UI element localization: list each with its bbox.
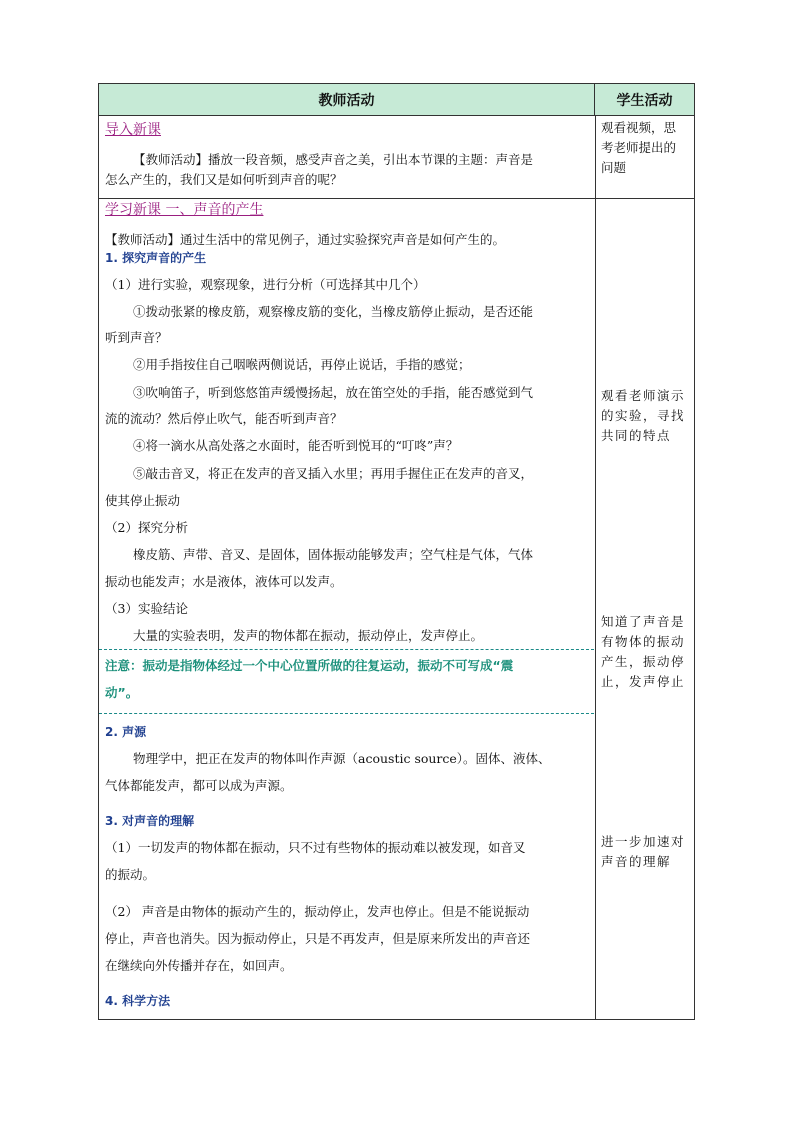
section-1-title: 1. 探究声音的产生 <box>105 251 207 265</box>
note-text: 动”。 <box>105 685 139 700</box>
understanding-text: （1）一切发声的物体都在振动，只不过有些物体的振动难以被发现，如音叉 <box>105 840 526 855</box>
student-note-demo: 观看老师演示 的实验，寻找 共同的特点 <box>601 388 686 443</box>
intro-line: 【教师活动】播放一段音频，感受声音之美，引出本节课的主题：声音是 <box>133 152 534 167</box>
experiment-4: ④将一滴水从高处落之水面时，能否听到悦耳的“叮咚”声？ <box>133 438 459 453</box>
section-4-title: 4. 科学方法 <box>105 994 171 1008</box>
note-text: 注意：振动是指物体经过一个中心位置所做的往复运动，振动不可写成“震 <box>105 658 514 673</box>
understanding-text: 的振动。 <box>105 867 156 882</box>
analysis-text: 振动也能发声；水是液体，液体可以发声。 <box>105 574 343 589</box>
source-text: 物理学中，把正在发声的物体叫作声源（acoustic source）。固体、液体、 <box>133 751 551 766</box>
conclusion-text: 大量的实验表明，发声的物体都在振动，振动停止，发声停止。 <box>133 628 484 643</box>
student-note-understanding: 进一步加速对 声音的理解 <box>601 834 686 869</box>
analysis-text: 橡皮筋、声带、音叉、是固体，固体振动能够发声；空气柱是气体，气体 <box>133 547 534 562</box>
experiment-2: ②用手指按住自己咽喉两侧说话，再停止说话，手指的感觉； <box>133 357 471 372</box>
note-divider-top <box>99 649 594 650</box>
source-text: 气体都能发声，都可以成为声源。 <box>105 778 293 793</box>
learn-heading: 学习新课 一、声音的产生 <box>105 202 264 218</box>
experiment-3: 流的流动？然后停止吹气，能否听到声音？ <box>105 411 343 426</box>
intro-heading: 导入新课 <box>105 122 161 138</box>
student-activity-header: 学生活动 <box>595 84 694 116</box>
experiment-1: 听到声音？ <box>105 330 168 345</box>
teacher-activity-text: 【教师活动】通过生活中的常见例子，通过实验探究声音是如何产生的。 <box>105 232 506 247</box>
student-note-intro: 观看视频，思 考老师提出的 问题 <box>601 120 677 175</box>
experiment-5: ⑤敲击音叉，将正在发声的音叉插入水里；再用手握住正在发声的音叉， <box>133 466 534 481</box>
paragraph: （1）进行实验，观察现象，进行分析（可选择其中几个） <box>105 277 426 292</box>
understanding-text: 停止，声音也消失。因为振动停止，只是不再发声，但是原来所发出的声音还 <box>105 931 531 946</box>
intro-line: 怎么产生的，我们又是如何听到声音的呢？ <box>105 172 343 187</box>
lesson-table <box>98 83 695 1020</box>
paragraph: （2）探究分析 <box>105 520 188 535</box>
experiment-1: ①拨动张紧的橡皮筋，观察橡皮筋的变化，当橡皮筋停止振动，是否还能 <box>133 304 534 319</box>
column-divider <box>595 116 596 1019</box>
experiment-3: ③吹响笛子，听到悠悠笛声缓慢扬起，放在笛空处的手指，能否感觉到气 <box>133 385 534 400</box>
teacher-activity-header: 教师活动 <box>99 84 595 116</box>
understanding-text: 在继续向外传播并存在，如回声。 <box>105 958 293 973</box>
row-divider <box>99 198 694 199</box>
student-note-conclusion: 知道了声音是 有物体的振动 产生，振动停 止，发声停止 <box>601 614 686 689</box>
note-divider-bottom <box>99 713 594 714</box>
experiment-5: 使其停止振动 <box>105 493 181 508</box>
paragraph: （3）实验结论 <box>105 601 188 616</box>
section-2-title: 2. 声源 <box>105 725 147 739</box>
understanding-text: （2） 声音是由物体的振动产生的，振动停止，发声也停止。但是不能说振动 <box>105 904 530 919</box>
section-3-title: 3. 对声音的理解 <box>105 814 195 828</box>
